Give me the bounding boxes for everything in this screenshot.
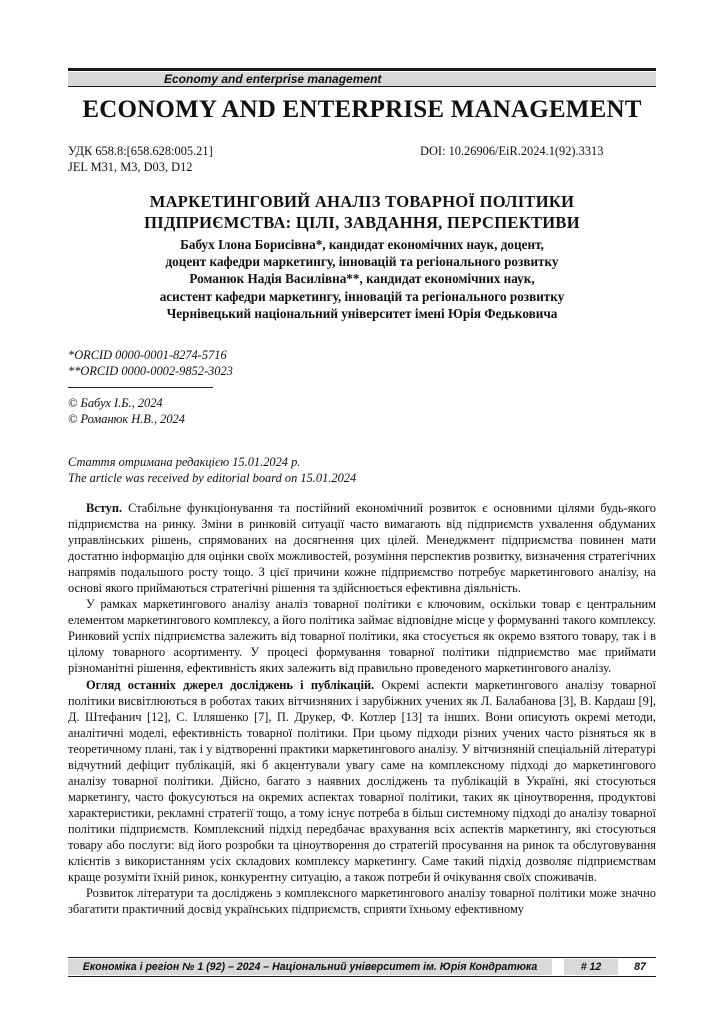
received-note-en: The article was received by editorial board on 15.01.2024 [68,471,357,485]
paragraph-heading: Вступ. [86,501,123,515]
paragraph-literature-review [68,677,656,886]
running-header: Economy and enterprise management [68,72,656,86]
paragraph-introduction [68,500,656,596]
author-line: доцент кафедри маркетингу, інновацій та регіонального розвитку [165,254,559,270]
udc-code: УДК 658.8:[658.628:005.21] [68,144,213,158]
copyright-divider [68,387,213,388]
orcid-second[interactable]: **ORCID 0000-0002-9852-3023 [68,364,233,378]
jel-codes: JEL M31, M3, D03, D12 [68,160,193,174]
paragraph-text: Окремі аспекти маркетингового аналізу товарної політики висвітлюються в роботах таких вітчизняних і зарубіжних учених як Л. Балабанова [3], В. Кардаш [9], Д. Штефанич [12], С. Ілляшенко [7], П. Друкер, Ф. Котлер [13] та інших. Вони описують окремі методи, аналітичні моделі, ефективність товарної політики. При цьому підходи різних учених часто різняться як в теоретичному плані, так і у відтворенні практики маркетингового аналізу. У вітчизняній спеціальній літературі відчутний дефіцит публікацій, які б акцентували увагу саме на комплексному підході до маркетингового аналізу товарної політики. Дійсно, багато з наявних досліджень та публікацій в Україні, які стосуються маркетингу, часто фокусуються на окремих аспектах товарної політики, таких як ціноутворення, продуктові характеристики, рекламні стратегії тощо, а тому існує потреба в більш системному підході до аналізу товарної політики підприємств. Комплексний підхід передбачає врахування всіх аспектів маркетингу, які стосуються товару або послуги: від його розробки та ціноутворення до стратегій просування на ринок та обслуговування клієнтів з використанням усіх складових комплексу маркетингу. Саме такий підхід дозволяє підприємствам краще розуміти їхній ринок, конкурентну ситуацію, а також потреби й очікування своїх споживачів. [68,677,656,885]
article-title [68,191,656,233]
paragraph [68,885,656,917]
author-line: Романюк Надія Василівна**, кандидат економічних наук, [189,271,535,287]
section-title: ECONOMY AND ENTERPRISE MANAGEMENT [82,96,642,123]
copyright-second: © Романюк Н.В., 2024 [68,412,185,426]
footer-issue: # 12 [564,959,618,975]
paragraph-text: Розвиток літератури та досліджень з комплексного маркетингового аналізу товарної політики може значно збагатити практичний досвід українських підприємств, сприяти їхньому ефективному [68,886,656,917]
footer-journal: Економіка і регіон № 1 (92) – 2024 – Національний університет ім. Юрія Кондратюка [68,959,552,975]
author-line: Бабух Ілона Борисівна*, кандидат економічних наук, доцент, [180,237,544,252]
orcid-first[interactable]: *ORCID 0000-0001-8274-5716 [68,348,227,362]
page-footer [68,957,656,977]
header-rule-top [68,68,656,71]
paragraph-text: У рамках маркетингового аналізу аналіз товарної політики є ключовим, оскільки товар є центральним елементом маркетингового комплексу, а його політика займає відповідне місце у формуванні такого комплексу. Ринковий успіх підприємства залежить від товарної політики, яка стосується як окремо взятого товару, так і в цілому товарного асортименту. У процесі формування товарної політики підприємство має приймати різноманітні рішення, ефективність яких залежить від правильно проведеного маркетингового аналізу. [68,597,656,676]
doi[interactable]: DOI: 10.26906/EiR.2024.1(92).3313 [420,144,604,158]
article-body [68,500,656,917]
paragraph-heading: Огляд останніх джерел досліджень і публікацій. [86,677,375,692]
header-rule-bottom [68,86,656,87]
copyright-first: © Бабух І.Б., 2024 [68,396,163,410]
paragraph [68,596,656,676]
article-title-line: ПІДПРИЄМСТВА: ЦІЛІ, ЗАВДАННЯ, ПЕРСПЕКТИВИ [144,213,580,232]
received-note-ua: Стаття отримана редакцією 15.01.2024 р. [68,455,301,469]
author-line: асистент кафедри маркетингу, інновацій та регіонального розвитку [159,288,565,304]
paragraph-text: Стабільне функціонування та постійний економічний розвиток є основними цілями будь-якого підприємства на ринку. Зміни в ринковій ситуації часто вимагають від підприємств ухвалення обдуманих управлінських рішень, спрямованих на досягнення цих цілей. Менеджмент підприємства повинен мати достатню інформацію для оцінки своїх можливостей, розуміння перспектив розвитку, визначення стратегічних напрямів подальшого росту тощо. З цієї причини кожне підприємство потребує маркетингового аналізу, на основі якого приймаються стратегічні рішення та здійснюється ефективна діяльність. [68,501,656,596]
author-affiliation: Чернівецький національний університет імені Юрія Федьковича [166,305,558,321]
article-title-line: МАРКЕТИНГОВИЙ АНАЛІЗ ТОВАРНОЇ ПОЛІТИКИ [149,192,575,211]
page-number: 87 [634,961,646,973]
author-block [68,236,656,322]
